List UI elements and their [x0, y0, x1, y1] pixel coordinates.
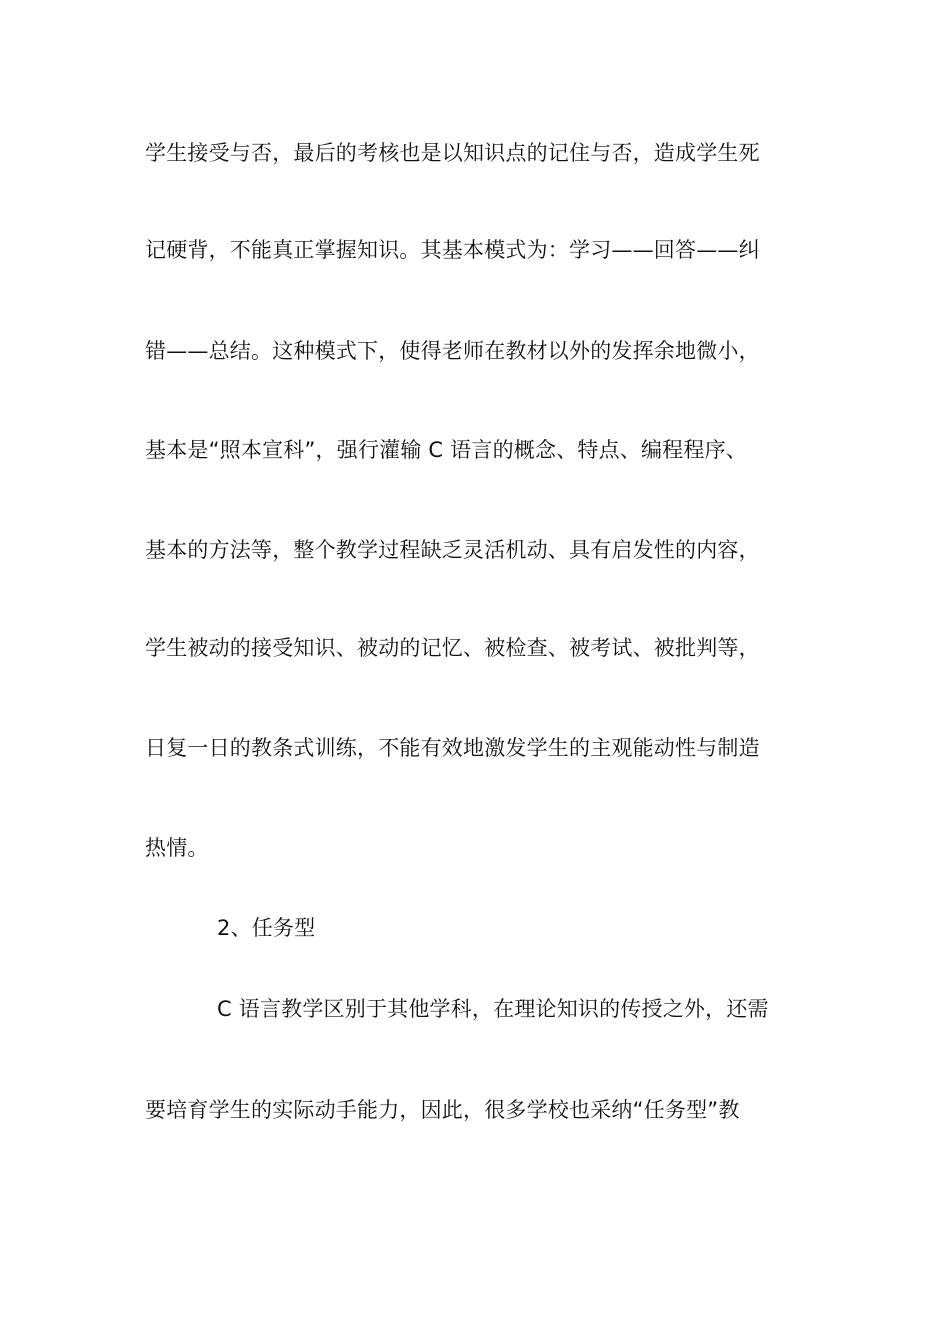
- paragraph-line: C 语言教学区别于其他学科，在理论知识的传授之外，还需: [217, 997, 769, 1021]
- section-heading: 2、任务型: [217, 916, 316, 940]
- paragraph-line: 学生被动的接受知识、被动的记忆、被检查、被考试、被批判等，: [145, 636, 760, 660]
- paragraph-line: 学生接受与否，最后的考核也是以知识点的记住与否，造成学生死: [145, 141, 760, 165]
- paragraph-line: 基本是“照本宣科”，强行灌输 C 语言的概念、特点、编程程序、: [145, 438, 747, 462]
- paragraph-line: 错——总结。这种模式下，使得老师在教材以外的发挥余地微小，: [145, 339, 760, 363]
- paragraph-line: 基本的方法等，整个教学过程缺乏灵活机动、具有启发性的内容，: [145, 538, 760, 562]
- paragraph-line: 日复一日的教条式训练，不能有效地激发学生的主观能动性与制造: [145, 736, 760, 760]
- paragraph-line: 热情。: [145, 836, 209, 860]
- paragraph-line: 记硬背，不能真正掌握知识。其基本模式为：学习——回答——纠: [145, 238, 760, 262]
- paragraph-line: 要培育学生的实际动手能力，因此，很多学校也采纳“任务型”教: [145, 1098, 740, 1122]
